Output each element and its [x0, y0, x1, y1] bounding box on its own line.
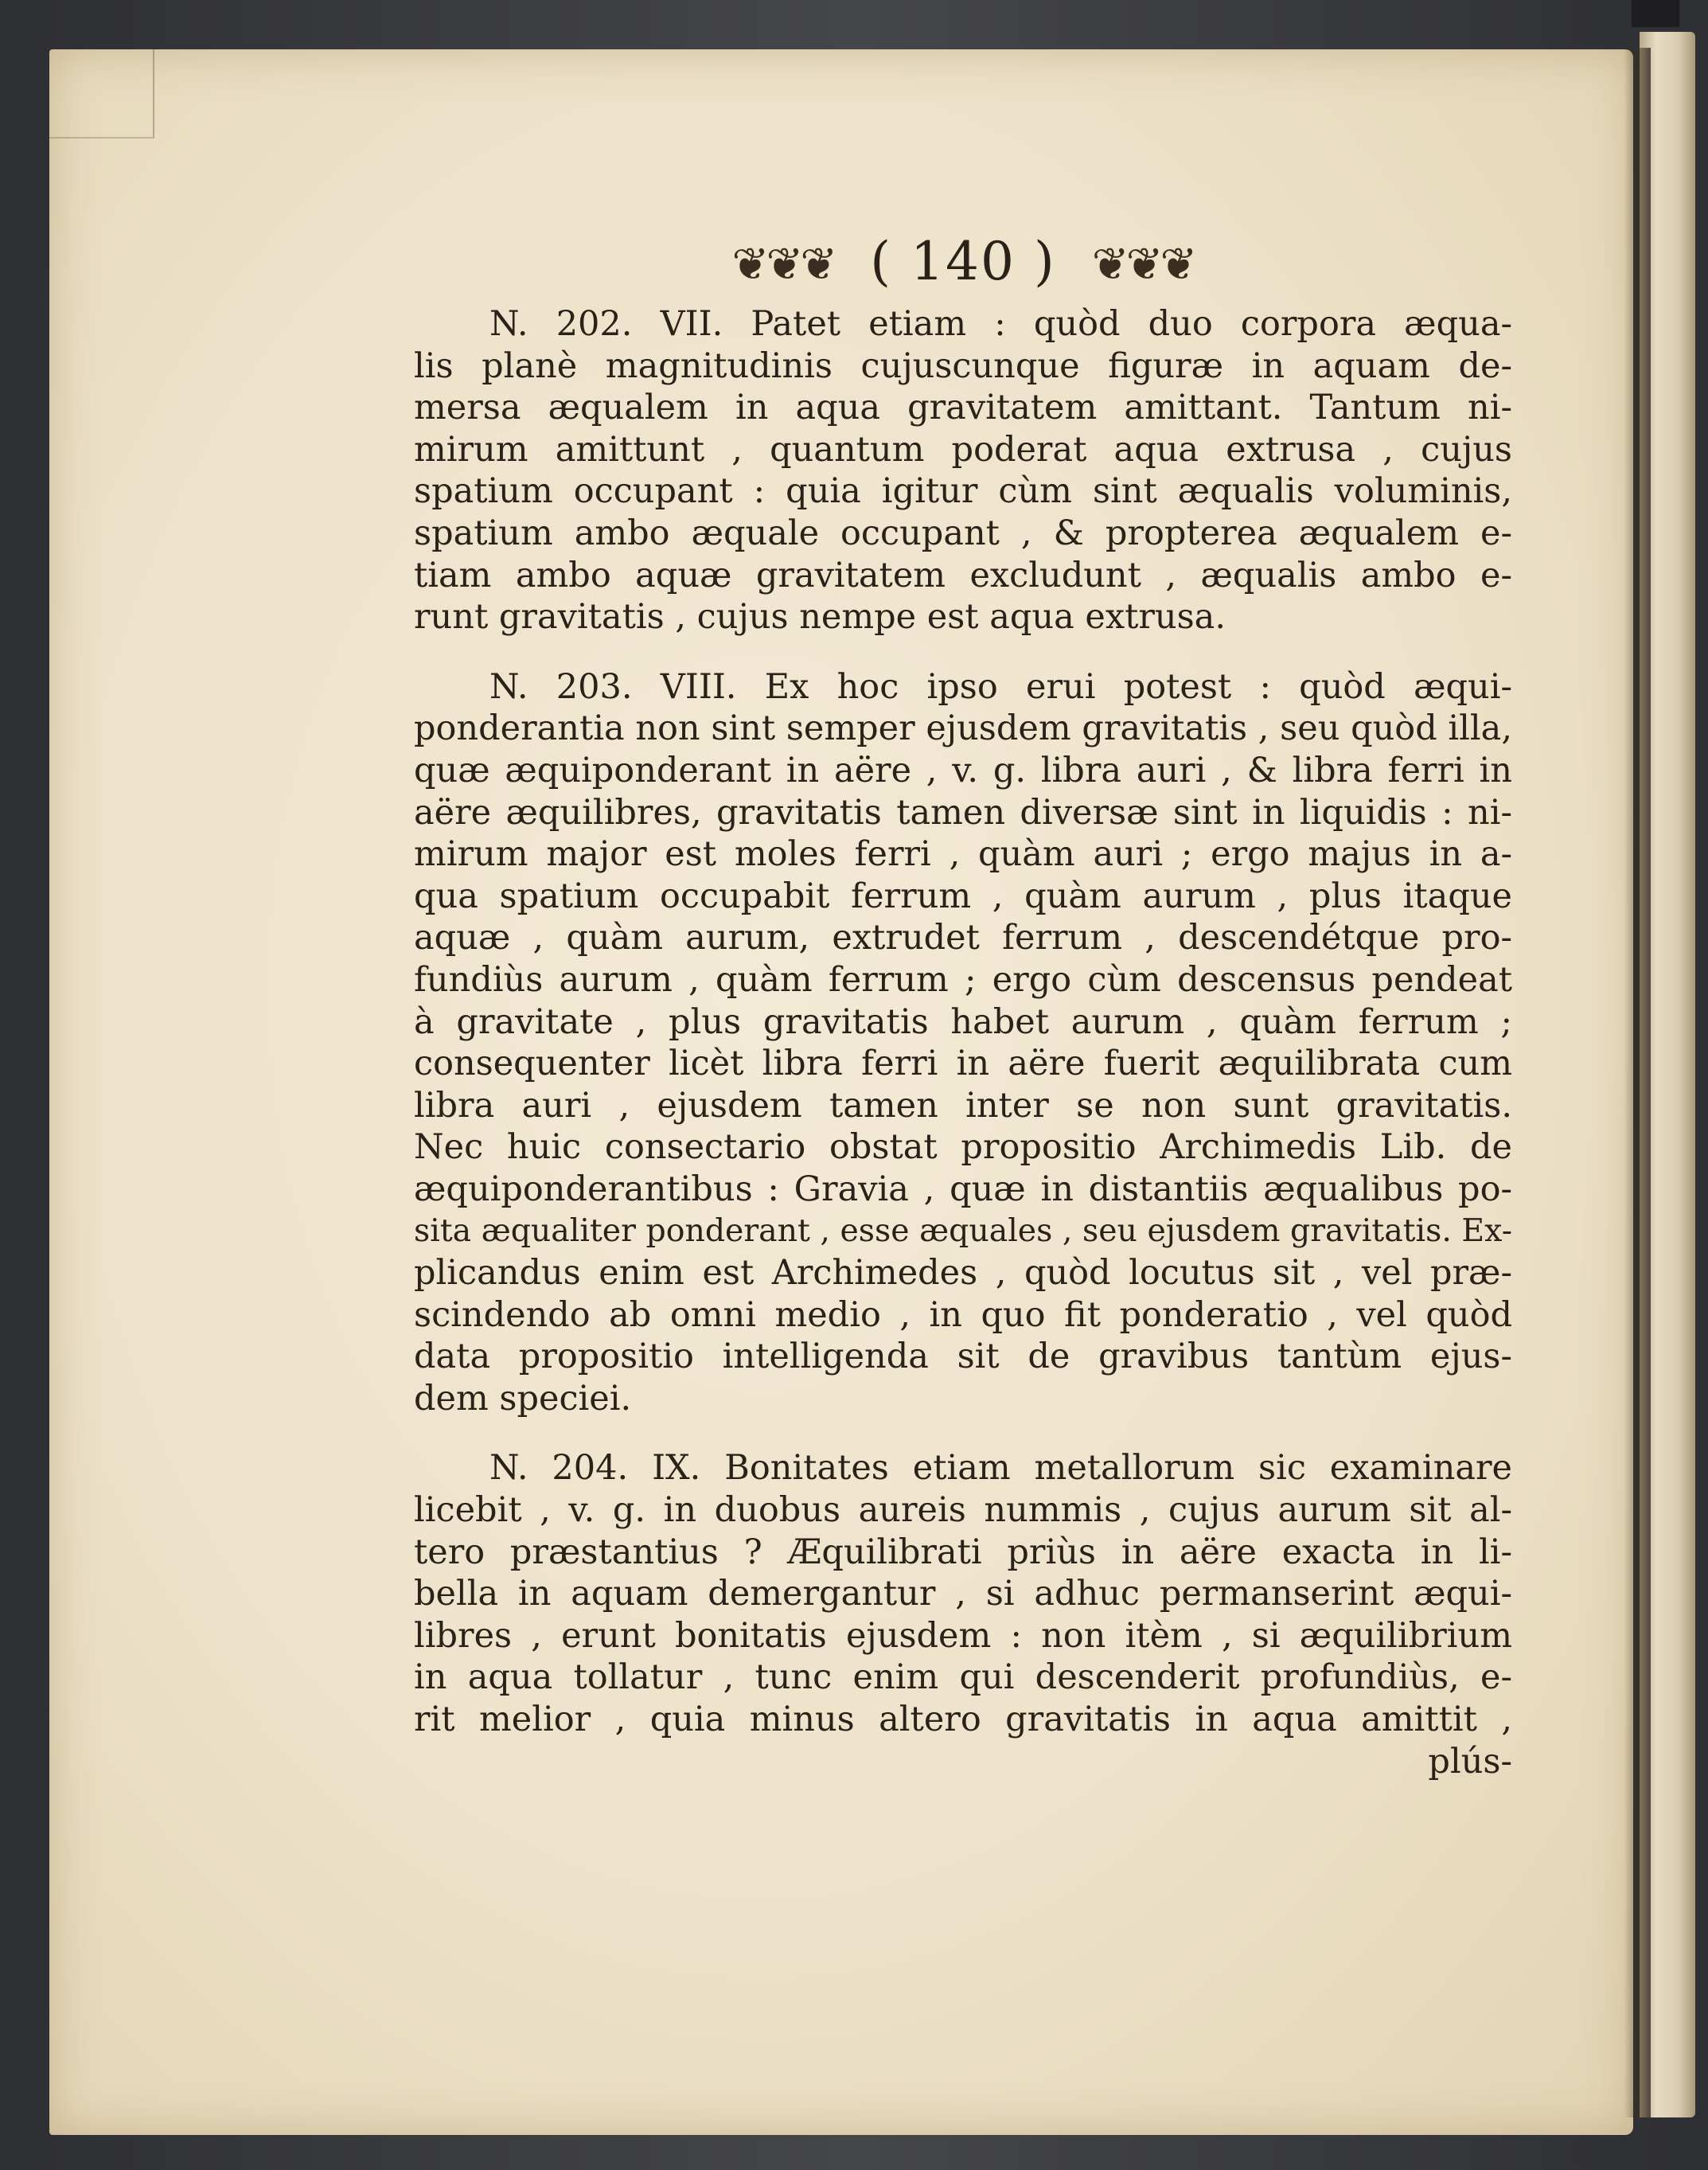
- text-line: aquæ , quàm aurum, extrudet ferrum , descendétque pro-: [414, 918, 1512, 958]
- text-line: qua spatium occupabit ferrum , quàm aurum , plus itaque: [414, 876, 1512, 916]
- page-text-block: [414, 231, 1512, 1782]
- text-line: N. 202. VII. Patet etiam : quòd duo corpora æqua-: [489, 304, 1512, 344]
- text-line: libres , erunt bonitatis ejusdem : non itèm , si æquilibrium: [414, 1615, 1512, 1656]
- text-line: Nec huic consectario obstat propositio Archimedis Lib. de: [414, 1127, 1512, 1168]
- text-line: mersa æqualem in aqua gravitatem amittant. Tantum ni-: [414, 388, 1512, 428]
- text-line: runt gravitatis , cujus nempe est aqua extrusa.: [414, 597, 1226, 638]
- text-line: N. 204. IX. Bonitates etiam metallorum sic examinare: [489, 1448, 1512, 1489]
- page-number: ( 140 ): [870, 231, 1056, 292]
- text-line: spatium ambo æquale occupant , & propterea æqualem e-: [414, 513, 1512, 553]
- paragraph-n204: [414, 1447, 1512, 1740]
- text-line: scindendo ab omni medio , in quo fit ponderatio , vel quòd: [414, 1294, 1512, 1335]
- text-line: licebit , v. g. in duobus aureis nummis , cujus aurum sit al-: [414, 1490, 1512, 1531]
- text-line: à gravitate , plus gravitatis habet aurum , quàm ferrum ;: [414, 1001, 1512, 1042]
- text-line: quæ æquiponderant in aëre , v. g. libra auri , & libra ferri in: [414, 750, 1512, 790]
- text-line: in aqua tollatur , tunc enim qui descenderit profundiùs, e-: [414, 1657, 1512, 1698]
- catchword: plús-: [1428, 1741, 1512, 1782]
- page-corner-fold: [49, 49, 154, 139]
- text-line: spatium occupant : quia igitur cùm sint æqualis voluminis,: [414, 471, 1512, 512]
- paragraph-n202: [414, 303, 1512, 638]
- gutter-shadow: [1624, 48, 1651, 2117]
- text-line: æquiponderantibus : Gravia , quæ in distantiis æqualibus po-: [414, 1169, 1512, 1209]
- text-line: mirum major est moles ferri , quàm auri ; ergo majus in a-: [414, 834, 1512, 875]
- paragraph-n203: [414, 666, 1512, 1420]
- text-line: ponderantia non sint semper ejusdem gravitatis , seu quòd illa,: [414, 708, 1512, 749]
- ornament-left-icon: ❦❦❦: [731, 239, 835, 291]
- text-line: bella in aquam demergantur , si adhuc permanserint æqui-: [414, 1574, 1512, 1614]
- text-line: fundiùs aurum , quàm ferrum ; ergo cùm descensus pendeat: [414, 959, 1512, 1000]
- text-line: rit melior , quia minus altero gravitatis in aqua amittit ,: [414, 1700, 1512, 1739]
- text-line: data propositio intelligenda sit de gravibus tantùm ejus-: [414, 1337, 1512, 1377]
- text-line: lis planè magnitudinis cujuscunque figuræ in aquam de-: [414, 345, 1512, 386]
- book-spine-edge: [1632, 0, 1679, 27]
- text-line: tero præstantius ? Æquilibrati priùs in aëre exacta in li-: [414, 1532, 1512, 1572]
- ornament-right-icon: ❦❦❦: [1091, 239, 1195, 291]
- text-line: N. 203. VIII. Ex hoc ipso erui potest : quòd æqui-: [489, 666, 1512, 707]
- text-line: plicandus enim est Archimedes , quòd locutus sit , vel præ-: [414, 1253, 1512, 1294]
- text-line: libra auri , ejusdem tamen inter se non sunt gravitatis.: [414, 1085, 1512, 1126]
- text-line: sita æqualiter ponderant , esse æquales , seu ejusdem gravitatis. Ex-: [414, 1212, 1512, 1250]
- text-line: dem speciei.: [414, 1378, 632, 1419]
- text-line: consequenter licèt libra ferri in aëre fuerit æquilibrata cum: [414, 1044, 1512, 1084]
- running-header: [414, 231, 1512, 292]
- text-line: aëre æquilibres, gravitatis tamen diversæ sint in liquidis : ni-: [414, 792, 1512, 833]
- text-line: mirum amittunt , quantum poderat aqua extrusa , cujus: [414, 429, 1512, 470]
- text-line: tiam ambo aquæ gravitatem excludunt , æqualis ambo e-: [414, 555, 1512, 595]
